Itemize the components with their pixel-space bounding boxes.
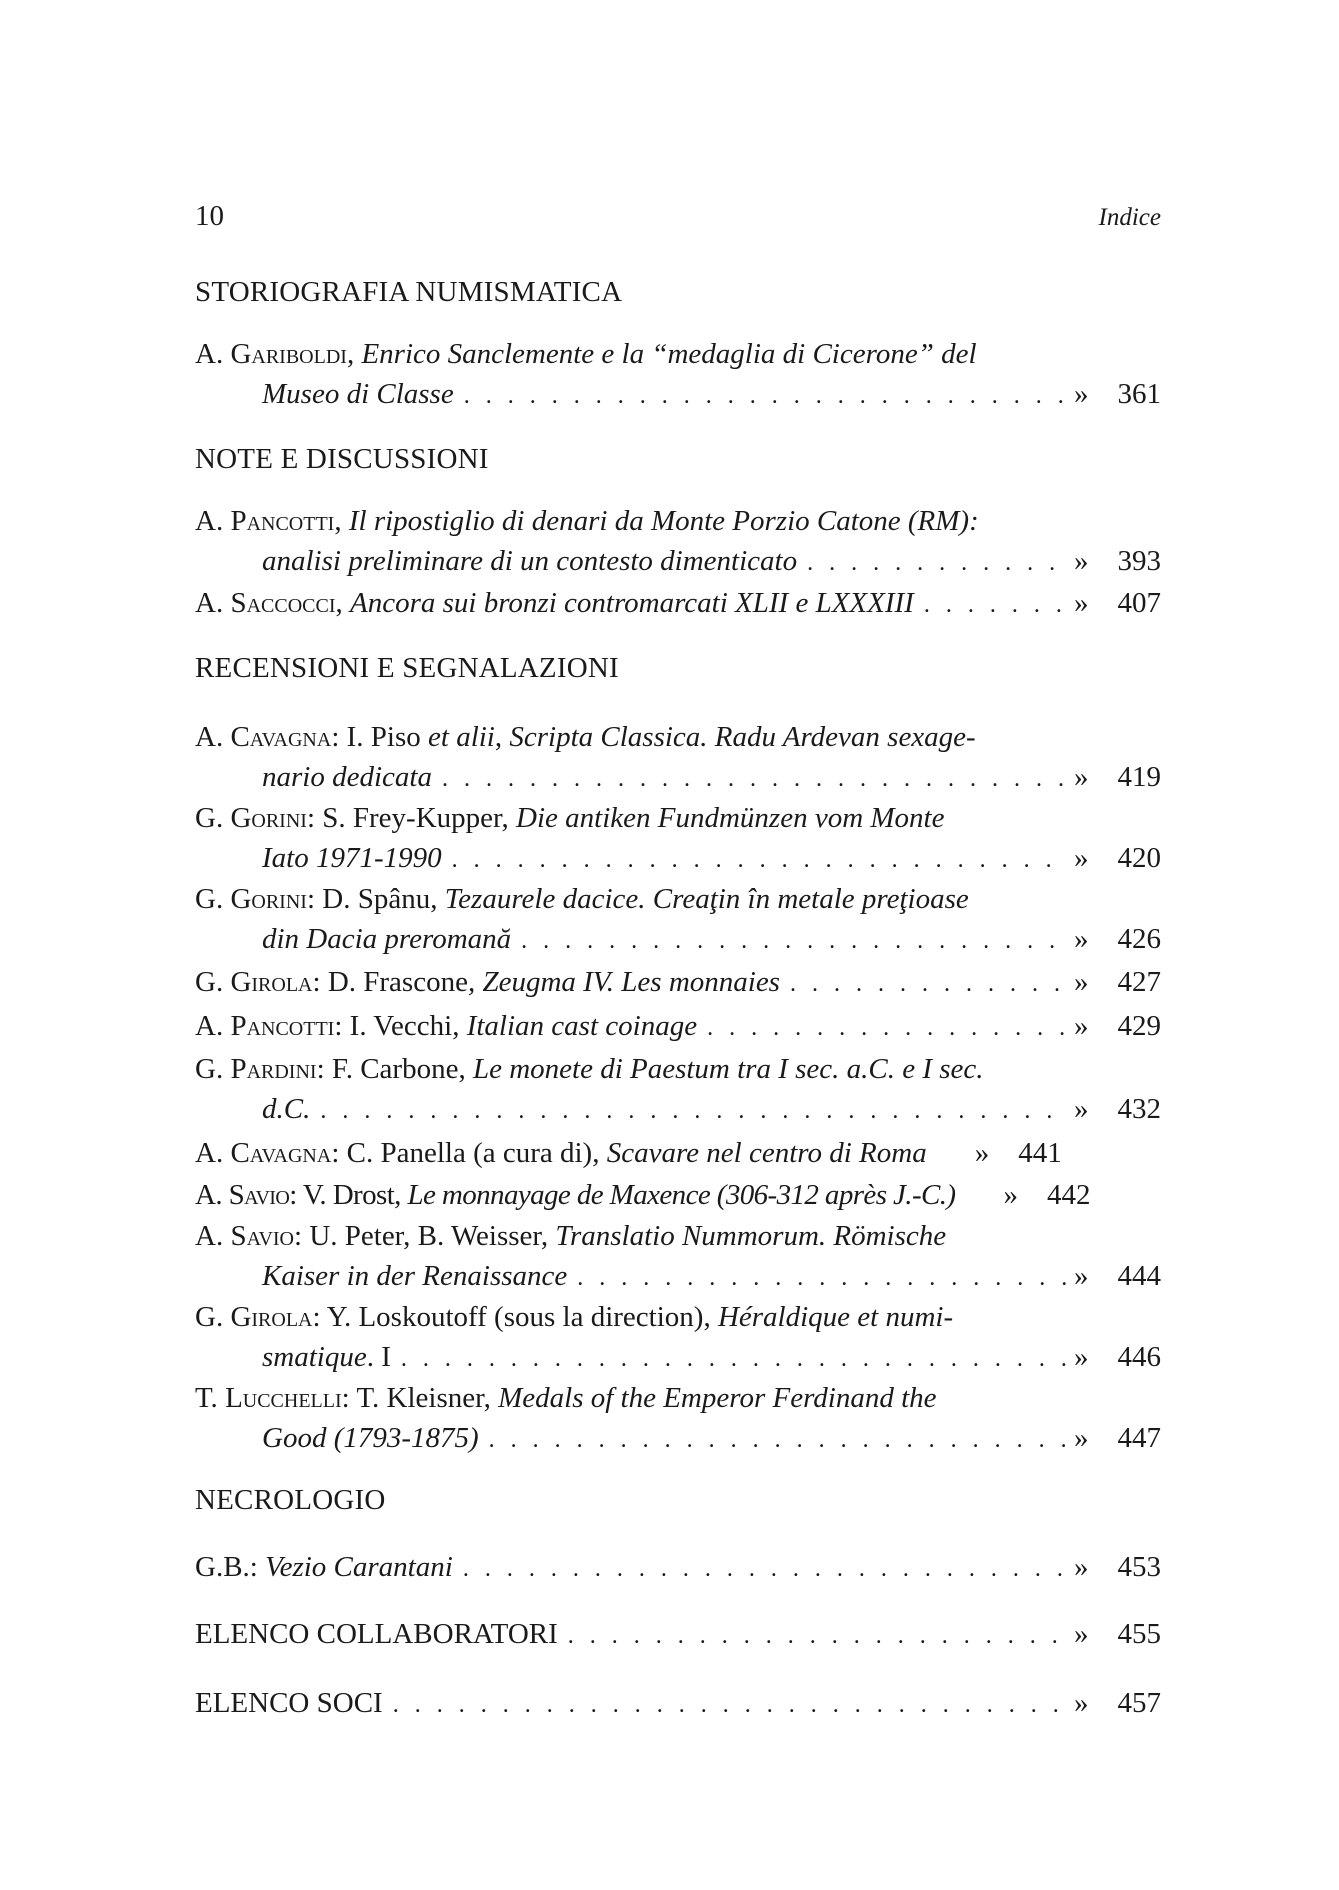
dot-leader bbox=[442, 759, 1066, 799]
toc-entry-line: A. Savio: U. Peter, B. Weisser, Translatio Nummorum. Römische bbox=[195, 1220, 947, 1252]
dot-leader bbox=[521, 921, 1066, 961]
section-heading: STORIOGRAFIA NUMISMATICA bbox=[195, 276, 623, 308]
page-ref: 361 bbox=[1117, 378, 1161, 410]
page-ref: 455 bbox=[1117, 1618, 1161, 1650]
page-number: 10 bbox=[195, 200, 224, 232]
page-ref: 429 bbox=[1117, 1010, 1161, 1042]
toc-entry-line: ELENCO COLLABORATORI . . . » 455 bbox=[195, 1614, 1161, 1654]
dot-leader bbox=[707, 1008, 1066, 1048]
toc-entry-line: G. Gorini: S. Frey-Kupper, Die antiken Fundmünzen vom Monte bbox=[195, 802, 945, 834]
toc-entry-line: T. Lucchelli: T. Kleisner, Medals of the Emperor Ferdinand the bbox=[195, 1382, 937, 1414]
dot-leader bbox=[807, 543, 1066, 583]
toc-entry-line: A. Savio: V. Drost, Le monnayage de Maxence (306-312 après J.-C.) » 442 bbox=[195, 1175, 1161, 1215]
dot-leader bbox=[393, 1685, 1066, 1725]
page-ref: 393 bbox=[1117, 545, 1161, 577]
toc-entry-line: smatique. I . . . » 446 bbox=[262, 1337, 1161, 1377]
dot-leader bbox=[452, 840, 1066, 880]
toc-entry-line: A. Saccocci, Ancora sui bronzi contromarcati XLII e LXXXIII . . . » 407 bbox=[195, 583, 1161, 623]
section-heading: ELENCO COLLABORATORI bbox=[195, 1618, 558, 1650]
toc-entry-line: ELENCO SOCI . . . » 457 bbox=[195, 1683, 1161, 1723]
toc-entry-line: G. Girola: Y. Loskoutoff (sous la direction), Héraldique et numi- bbox=[195, 1301, 954, 1333]
dot-leader bbox=[577, 1258, 1066, 1298]
page-ref: 457 bbox=[1117, 1687, 1161, 1719]
toc-entry-line: nario dedicata . . . » 419 bbox=[262, 757, 1161, 797]
running-head: Indice bbox=[1098, 204, 1161, 231]
dot-leader bbox=[463, 1549, 1066, 1589]
page-ref: 432 bbox=[1117, 1093, 1161, 1125]
page-ref: 447 bbox=[1117, 1422, 1161, 1454]
toc-entry-line: Museo di Classe . . . » 361 bbox=[262, 374, 1161, 414]
toc-entry-line: analisi preliminare di un contesto dimenticato . . . » 393 bbox=[262, 541, 1161, 581]
toc-entry-line: din Dacia preromană . . . » 426 bbox=[262, 919, 1161, 959]
page-ref: 426 bbox=[1117, 923, 1161, 955]
page-ref: 446 bbox=[1117, 1341, 1161, 1373]
toc-entry-line: A. Gariboldi, Enrico Sanclemente e la “medaglia di Cicerone” del bbox=[195, 338, 977, 370]
page-ref: 453 bbox=[1117, 1551, 1161, 1583]
section-heading: RECENSIONI E SEGNALAZIONI bbox=[195, 652, 619, 684]
section-heading: NOTE E DISCUSSIONI bbox=[195, 443, 489, 475]
dot-leader bbox=[568, 1616, 1066, 1656]
page-header bbox=[195, 200, 1161, 240]
toc-entry-line: G.B.: Vezio Carantani . . . » 453 bbox=[195, 1547, 1161, 1587]
toc-entry-line: d.C. . . . » 432 bbox=[262, 1089, 1161, 1129]
toc-entry-line: A. Pancotti: I. Vecchi, Italian cast coinage . . . » 429 bbox=[195, 1006, 1161, 1046]
toc-entry-line: Kaiser in der Renaissance . . . » 444 bbox=[262, 1256, 1161, 1296]
dot-leader bbox=[464, 376, 1066, 416]
toc-page bbox=[195, 0, 1161, 1890]
toc-entry-line: A. Cavagna: I. Piso et alii, Scripta Classica. Radu Ardevan sexage- bbox=[195, 721, 976, 753]
toc-entry-line: G. Gorini: D. Spânu, Tezaurele dacice. Creaţin în metale preţioase bbox=[195, 883, 969, 915]
toc-entry-line: G. Girola: D. Frascone, Zeugma IV. Les monnaies . . . » 427 bbox=[195, 962, 1161, 1002]
page-ref: 441 bbox=[1018, 1137, 1062, 1169]
section-heading: NECROLOGIO bbox=[195, 1484, 386, 1516]
page-ref: 427 bbox=[1117, 966, 1161, 998]
toc-entry-line: Iato 1971-1990 . . . » 420 bbox=[262, 838, 1161, 878]
dot-leader bbox=[924, 585, 1066, 625]
page-ref: 419 bbox=[1117, 761, 1161, 793]
page-ref: 444 bbox=[1117, 1260, 1161, 1292]
toc-entry-line: A. Pancotti, Il ripostiglio di denari da Monte Porzio Catone (RM): bbox=[195, 505, 979, 537]
dot-leader bbox=[401, 1339, 1066, 1379]
dot-leader bbox=[320, 1091, 1066, 1131]
toc-entry-line: G. Pardini: F. Carbone, Le monete di Paestum tra I sec. a.C. e I sec. bbox=[195, 1053, 984, 1085]
page-ref: 407 bbox=[1117, 587, 1161, 619]
page-ref: 442 bbox=[1046, 1179, 1091, 1211]
toc-entry-line: Good (1793-1875) . . . » 447 bbox=[262, 1418, 1161, 1458]
toc-entry-line: A. Cavagna: C. Panella (a cura di), Scavare nel centro di Roma » 441 bbox=[195, 1133, 1161, 1173]
dot-leader bbox=[790, 964, 1066, 1004]
page-ref: 420 bbox=[1117, 842, 1161, 874]
dot-leader bbox=[489, 1420, 1066, 1460]
section-heading: ELENCO SOCI bbox=[195, 1687, 383, 1719]
